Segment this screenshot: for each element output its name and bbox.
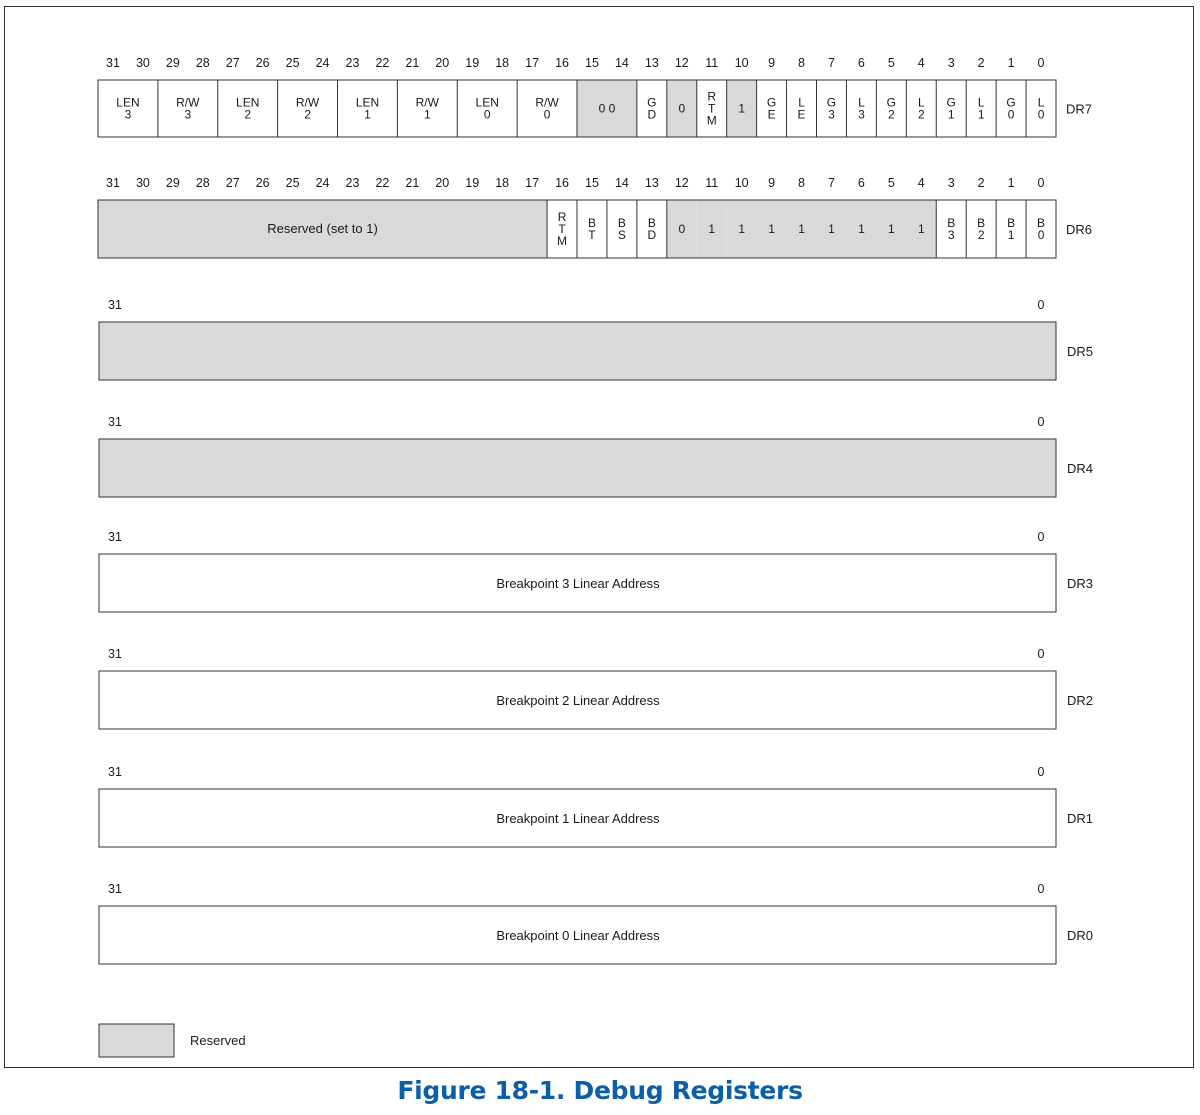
dr7-field-label: G — [826, 95, 837, 110]
dr7-bit-number: 17 — [525, 56, 540, 70]
dr6-bit-number: 10 — [734, 176, 749, 190]
dr7-bit-number: 6 — [857, 56, 865, 70]
dr7-field-label: 1 — [423, 107, 431, 122]
dr6-bit-number: 3 — [947, 176, 955, 190]
dr7-field-label: G — [1006, 95, 1016, 110]
dr7-bit-number: 7 — [827, 56, 835, 70]
dr6-bit-number: 28 — [195, 176, 210, 190]
dr6-field-label: M — [557, 234, 568, 248]
dr7-bit-number: 10 — [734, 56, 749, 70]
dr6-field-label: 1 — [1007, 228, 1015, 242]
dr6-field-label: 1 — [888, 222, 895, 236]
dr6-bit-number: 22 — [375, 176, 390, 190]
register-dr7 — [98, 56, 1092, 137]
dr6-bit-number: 2 — [977, 176, 985, 190]
dr6-bit-number: 18 — [495, 176, 510, 190]
dr1-name: DR1 — [1067, 811, 1094, 826]
dr7-bit-number: 15 — [585, 56, 599, 70]
dr6-bit-number: 8 — [798, 176, 806, 190]
dr7-bit-number: 20 — [435, 56, 450, 70]
dr6-bit-number: 15 — [585, 176, 599, 190]
dr7-field-label: LEN — [116, 95, 140, 110]
dr3-name: DR3 — [1067, 576, 1094, 591]
register-dr5 — [99, 298, 1093, 380]
dr7-bit-number: 31 — [106, 56, 120, 70]
dr7-field-label: 0 — [678, 101, 686, 116]
dr7-field-label: R/W — [535, 95, 559, 110]
dr7-field-label: R/W — [176, 95, 200, 110]
dr6-field-label: 0 — [1037, 228, 1045, 242]
dr7-field-label: 2 — [917, 107, 925, 122]
dr7-bit-number: 0 — [1037, 56, 1045, 70]
dr6-bit-number: 1 — [1007, 176, 1015, 190]
dr6-bit-number: 20 — [435, 176, 450, 190]
dr6-bit-number: 25 — [285, 176, 300, 190]
dr7-bit-number: 27 — [225, 56, 240, 70]
dr1-field-label: Breakpoint 1 Linear Address — [496, 811, 660, 826]
dr7-field-label: G — [766, 95, 777, 110]
dr4-bit-0-label: 0 — [1037, 415, 1045, 429]
dr6-field-label: 1 — [828, 222, 835, 236]
dr7-field-label: LEN — [355, 95, 380, 110]
dr6-bit-number: 19 — [465, 176, 480, 190]
dr7-field-label: 2 — [244, 107, 252, 122]
dr7-field-label: LEN — [475, 95, 499, 110]
dr1-bit-31-label: 31 — [108, 765, 122, 779]
full-width-registers — [99, 298, 1093, 964]
dr7-field-label: G — [647, 95, 657, 110]
dr7-field-label: 0 — [1007, 107, 1015, 122]
dr5-bit-0-label: 0 — [1037, 298, 1045, 312]
dr7-bit-number: 19 — [465, 56, 480, 70]
dr4-box — [99, 439, 1056, 497]
register-dr1 — [99, 765, 1093, 847]
register-dr2 — [99, 647, 1093, 729]
dr7-field-label: R/W — [295, 95, 320, 110]
dr6-bit-number: 0 — [1037, 176, 1045, 190]
dr2-field-label: Breakpoint 2 Linear Address — [496, 693, 660, 708]
dr6-field-label: 1 — [798, 222, 805, 236]
dr7-field-label: E — [797, 107, 806, 122]
dr7-field-label: 3 — [828, 107, 835, 122]
dr5-box — [99, 322, 1056, 380]
dr7-bit-number: 26 — [255, 56, 270, 70]
dr7-field-label: 1 — [364, 107, 371, 122]
dr7-field-label: L — [858, 95, 865, 110]
dr7-bit-number: 30 — [135, 56, 150, 70]
legend — [99, 1024, 174, 1057]
dr6-bit-number: 13 — [644, 176, 659, 190]
dr6-bit-number: 31 — [106, 176, 120, 190]
dr6-field-label: 1 — [858, 222, 865, 236]
dr7-bit-number: 8 — [798, 56, 806, 70]
dr7-field-label: G — [946, 95, 956, 110]
legend-reserved-label: Reserved — [190, 1033, 246, 1048]
dr7-bit-number: 18 — [495, 56, 510, 70]
dr7-bit-number: 14 — [614, 56, 629, 70]
dr0-field-label: Breakpoint 0 Linear Address — [496, 928, 660, 943]
dr5-bit-31-label: 31 — [108, 298, 122, 312]
dr7-field-label: T — [708, 101, 716, 116]
dr7-field-label: D — [647, 107, 657, 122]
figure-caption: Figure 18-1. Debug Registers — [397, 1076, 803, 1105]
dr6-field-label: R — [557, 210, 567, 224]
dr0-bit-0-label: 0 — [1037, 882, 1045, 896]
dr6-field-label: B — [1007, 216, 1016, 230]
dr7-field-label: 0 — [543, 107, 551, 122]
dr7-field-label: 2 — [888, 107, 895, 122]
dr2-name: DR2 — [1067, 693, 1094, 708]
dr7-field-label: L — [977, 95, 985, 110]
dr3-field-label: Breakpoint 3 Linear Address — [496, 576, 660, 591]
dr6-field-label: 2 — [977, 228, 985, 242]
dr7-bit-number: 1 — [1007, 56, 1015, 70]
dr6-field-label: B — [1037, 216, 1046, 230]
dr7-field-label: 2 — [304, 107, 311, 122]
dr7-field-label: 0 — [483, 107, 491, 122]
dr7-bit-number: 24 — [315, 56, 330, 70]
dr6-bit-number: 26 — [255, 176, 270, 190]
dr7-field-label: R/W — [415, 95, 439, 110]
dr7-bit-number: 9 — [768, 56, 776, 70]
dr6-bit-number: 4 — [917, 176, 925, 190]
dr4-bit-31-label: 31 — [108, 415, 122, 429]
dr6-field-label: B — [587, 216, 596, 230]
dr6-field-label: 1 — [738, 222, 745, 236]
dr7-field-label: 0 0 — [598, 101, 616, 116]
dr7-field-label: L — [1037, 95, 1045, 110]
dr7-bit-number: 2 — [977, 56, 985, 70]
dr6-bit-number: 5 — [887, 176, 895, 190]
dr6-bit-number: 11 — [705, 176, 719, 190]
dr7-field-label: 1 — [738, 101, 745, 116]
dr7-bit-number: 21 — [405, 56, 420, 70]
dr6-field-label: B — [647, 216, 656, 230]
dr6-field-label: T — [588, 228, 596, 242]
dr7-field-label: G — [886, 95, 897, 110]
dr7-field-label: 1 — [947, 107, 955, 122]
dr0-name: DR0 — [1067, 928, 1094, 943]
dr6-bit-number: 6 — [857, 176, 865, 190]
dr7-bit-number: 22 — [375, 56, 390, 70]
legend-reserved-swatch — [99, 1024, 174, 1057]
dr0-bit-31-label: 31 — [108, 882, 122, 896]
dr6-bit-number: 16 — [555, 176, 569, 190]
dr7-bit-number: 11 — [705, 56, 719, 70]
dr6-bit-number: 17 — [525, 176, 540, 190]
dr7-field-label: 3 — [858, 107, 865, 122]
dr5-name: DR5 — [1067, 344, 1094, 359]
dr6-field-label: 1 — [917, 222, 925, 236]
dr6-field-label: D — [647, 228, 657, 242]
dr6-bit-number: 27 — [225, 176, 240, 190]
dr7-field-label: 0 — [1037, 107, 1045, 122]
dr7-bit-number: 23 — [345, 56, 360, 70]
dr6-field-label: T — [558, 222, 566, 236]
dr6-field-label: S — [617, 228, 626, 242]
dr7-field-label: 3 — [184, 107, 192, 122]
dr7-bit-number: 13 — [644, 56, 659, 70]
dr6-field-label: 3 — [947, 228, 955, 242]
dr6-bit-number: 12 — [674, 176, 689, 190]
dr6-field-label: B — [617, 216, 626, 230]
dr6-field-label: 1 — [768, 222, 775, 236]
dr7-field-label: 3 — [124, 107, 132, 122]
dr6-field-label: 1 — [708, 222, 716, 236]
dr7-bit-number: 16 — [555, 56, 569, 70]
dr7-bit-number: 4 — [917, 56, 925, 70]
dr6-bit-number: 7 — [827, 176, 835, 190]
dr7-bit-number: 29 — [165, 56, 180, 70]
dr1-bit-0-label: 0 — [1037, 765, 1045, 779]
dr7-field-label: LEN — [236, 95, 260, 110]
dr7-bit-number: 3 — [947, 56, 955, 70]
dr3-bit-31-label: 31 — [108, 530, 122, 544]
dr6-field-label: 0 — [678, 222, 686, 236]
dr6-bit-number: 23 — [345, 176, 360, 190]
dr7-field-label: R — [707, 89, 717, 104]
dr6-bit-number: 24 — [315, 176, 330, 190]
dr6-field-label: B — [977, 216, 986, 230]
dr3-bit-0-label: 0 — [1037, 530, 1045, 544]
register-dr3 — [99, 530, 1093, 612]
dr6-bit-number: 9 — [768, 176, 776, 190]
dr7-bit-number: 12 — [674, 56, 689, 70]
dr6-bit-number: 29 — [165, 176, 180, 190]
dr6-field-label: B — [947, 216, 956, 230]
dr7-name: DR7 — [1066, 101, 1093, 117]
dr6-bit-number: 30 — [135, 176, 150, 190]
register-dr0 — [99, 882, 1093, 964]
register-dr4 — [99, 415, 1093, 497]
dr6-bit-number: 21 — [405, 176, 420, 190]
dr2-bit-31-label: 31 — [108, 647, 122, 661]
dr6-bit-number: 14 — [614, 176, 629, 190]
dr6-field-label: Reserved (set to 1) — [267, 221, 378, 236]
dr7-field-label: 1 — [977, 107, 985, 122]
dr7-field-label: M — [706, 113, 717, 128]
dr2-bit-0-label: 0 — [1037, 647, 1045, 661]
dr7-bit-number: 5 — [887, 56, 895, 70]
dr7-field-label: L — [798, 95, 805, 110]
register-dr6 — [98, 176, 1092, 258]
dr7-bit-number: 28 — [195, 56, 210, 70]
dr7-bit-number: 25 — [285, 56, 300, 70]
dr7-field-label: L — [917, 95, 925, 110]
dr7-field-label: E — [767, 107, 776, 122]
dr4-name: DR4 — [1067, 461, 1094, 476]
dr6-name: DR6 — [1066, 222, 1093, 237]
